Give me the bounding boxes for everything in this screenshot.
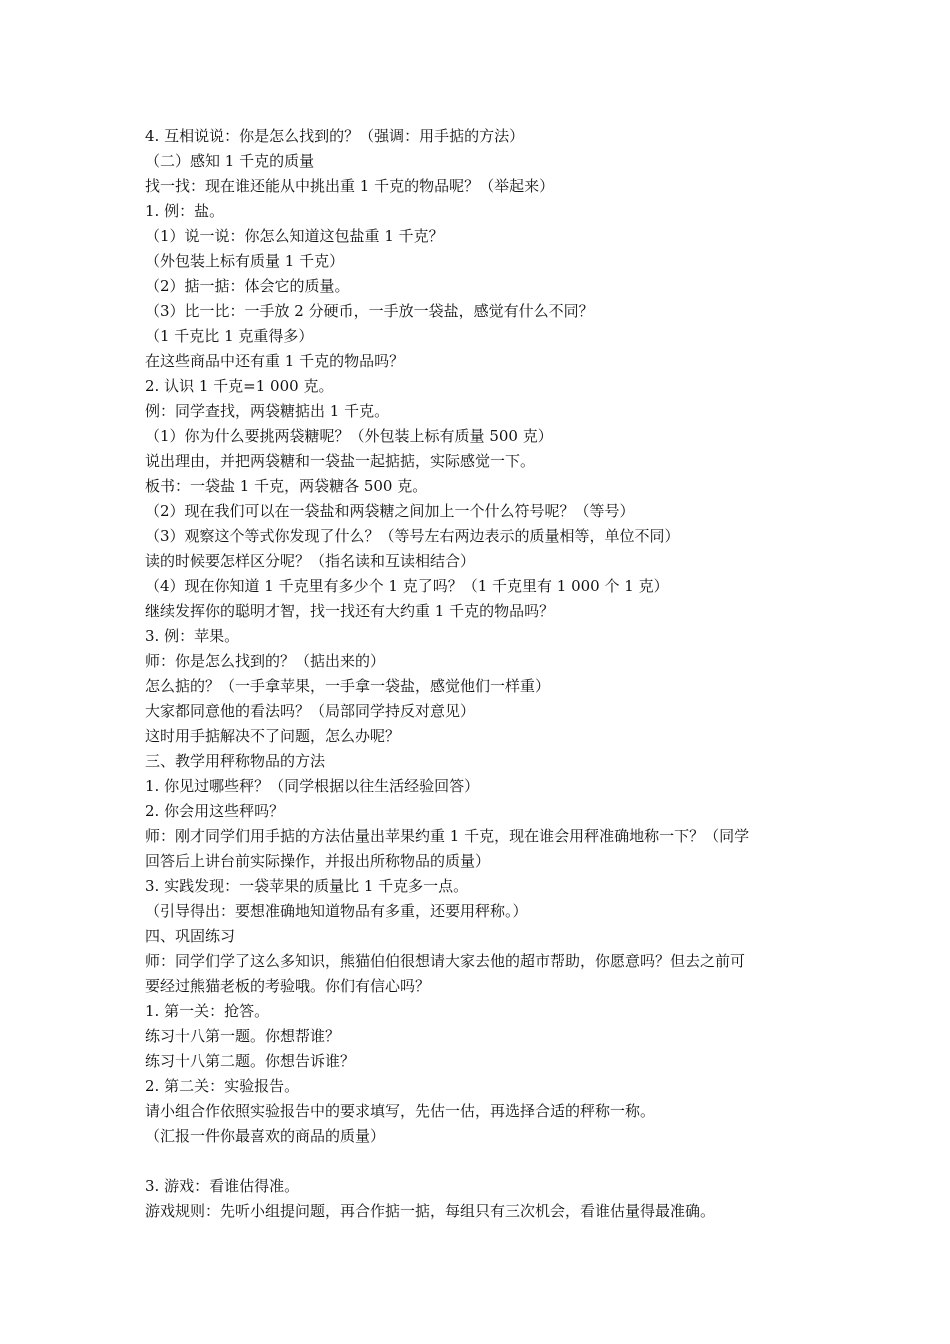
text-line: 说出理由，并把两袋糖和一袋盐一起掂掂，实际感觉一下。 — [145, 452, 536, 470]
text-line: 请小组合作依照实验报告中的要求填写，先估一估，再选择合适的秤称一称。 — [145, 1102, 656, 1120]
text-line: 师：刚才同学们用手掂的方法估量出苹果约重 1 千克，现在谁会用秤准确地称一下？（同学 — [145, 827, 750, 845]
text-line: 找一找：现在谁还能从中挑出重 1 千克的物品呢？（举起来） — [145, 177, 555, 195]
text-line: （3）比一比：一手放 2 分硬币，一手放一袋盐，感觉有什么不同？ — [145, 302, 594, 320]
text-line: 继续发挥你的聪明才智，找一找还有大约重 1 千克的物品吗？ — [145, 602, 555, 620]
section-heading: （二）感知 1 千克的质量 — [145, 152, 315, 170]
text-line: （1）你为什么要挑两袋糖呢？（外包装上标有质量 500 克） — [145, 427, 553, 445]
text-line: （3）观察这个等式你发现了什么？（等号左右两边表示的质量相等，单位不同） — [145, 527, 680, 545]
section-heading: 三、教学用秤称物品的方法 — [145, 752, 326, 770]
text-line: 2. 认识 1 千克=1 000 克。 — [145, 377, 334, 395]
text-line: 1. 第一关：抢答。 — [145, 1002, 270, 1020]
text-line: 怎么掂的？（一手拿苹果，一手拿一袋盐，感觉他们一样重） — [145, 677, 551, 695]
text-line: 例：同学查找，两袋糖掂出 1 千克。 — [145, 402, 390, 420]
text-line: 读的时候要怎样区分呢？（指名读和互读相结合） — [145, 552, 476, 570]
section-heading: 四、巩固练习 — [145, 927, 236, 945]
text-line: 1. 你见过哪些秤？（同学根据以往生活经验回答） — [145, 777, 480, 795]
text-line: （外包装上标有质量 1 千克） — [145, 252, 345, 270]
text-line: 练习十八第二题。你想告诉谁？ — [145, 1052, 356, 1070]
text-line: 师：同学们学了这么多知识，熊猫伯伯很想请大家去他的超市帮助，你愿意吗？但去之前可 — [145, 952, 746, 970]
text-line: （4）现在你知道 1 千克里有多少个 1 克了吗？（1 千克里有 1 000 个 1 克） — [145, 577, 669, 595]
text-line: （2）现在我们可以在一袋盐和两袋糖之间加上一个什么符号呢？（等号） — [145, 502, 635, 520]
text-line: （2）掂一掂：体会它的质量。 — [145, 277, 350, 295]
text-line: 2. 第二关：实验报告。 — [145, 1077, 300, 1095]
text-line: 游戏规则：先听小组提问题，再合作掂一掂，每组只有三次机会，看谁估量得最准确。 — [145, 1202, 716, 1220]
text-line: 师：你是怎么找到的？（掂出来的） — [145, 652, 386, 670]
text-line: 3. 实践发现：一袋苹果的质量比 1 千克多一点。 — [145, 877, 469, 895]
text-line: 2. 你会用这些秤吗？ — [145, 802, 285, 820]
text-line: 回答后上讲台前实际操作，并报出所称物品的质量） — [145, 852, 491, 870]
text-line: 1. 例：盐。 — [145, 202, 225, 220]
text-line: 大家都同意他的看法吗？（局部同学持反对意见） — [145, 702, 476, 720]
text-line: 这时用手掂解决不了问题，怎么办呢？ — [145, 727, 401, 745]
document-body — [145, 124, 815, 1224]
text-line: 3. 游戏：看谁估得准。 — [145, 1177, 300, 1195]
text-line: （引导得出：要想准确地知道物品有多重，还要用秤称。） — [145, 902, 528, 920]
text-line: 板书：一袋盐 1 千克，两袋糖各 500 克。 — [145, 477, 428, 495]
text-line: 4. 互相说说：你是怎么找到的？（强调：用手掂的方法） — [145, 127, 525, 145]
blank-line — [145, 1149, 815, 1174]
text-line: 要经过熊猫老板的考验哦。你们有信心吗？ — [145, 977, 431, 995]
text-line: （1）说一说：你怎么知道这包盐重 1 千克？ — [145, 227, 444, 245]
text-line: 3. 例：苹果。 — [145, 627, 240, 645]
text-line: 在这些商品中还有重 1 千克的物品吗？ — [145, 352, 405, 370]
text-line: （1 千克比 1 克重得多） — [145, 327, 314, 345]
text-line: （汇报一件你最喜欢的商品的质量） — [145, 1127, 386, 1145]
text-line: 练习十八第一题。你想帮谁？ — [145, 1027, 341, 1045]
